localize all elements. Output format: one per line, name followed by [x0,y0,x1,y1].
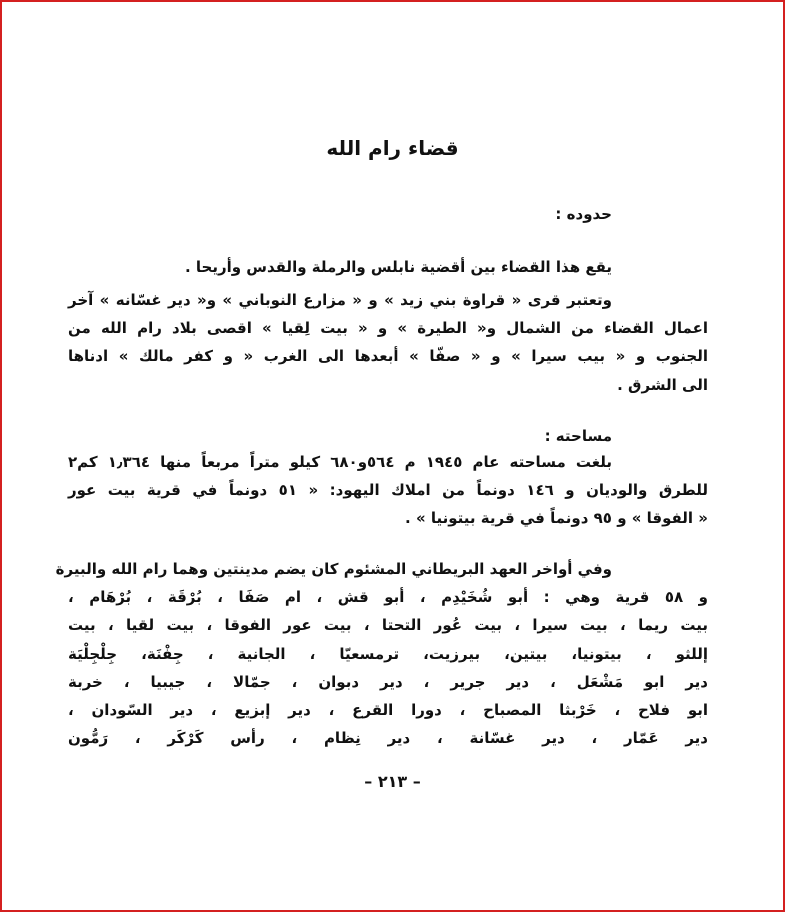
text-line: اعمال القضاء من الشمال و« الطيرة » و « بيت لِقيا » اقصى بلاد رام الله من [68,319,708,337]
text-line: الى الشرق . [617,376,708,394]
text-line: يقع هذا القضاء بين أقضية نابلس والرملة والقدس وأريحا . [184,258,612,276]
text-line: وتعتبر قرى « قراوة بني زيد » و « مزارع النوباني » و« دير غسّانه » آخر [68,291,612,309]
text-line: دير ابو مَشْعَل ، دير جرير ، دير دبوان ، جمّالا ، جيبيا ، خربة [68,673,708,691]
text-line: الجنوب و « بيب سيرا » و « صفّا » أبعدها الى الغرب « و كفر مالك » ادناها [68,347,708,365]
text-line: إللثو ، بيتونيا، بيتين، بيرزيت، ترمسعيّا ، الجانية ، جِفْنَة، جِلْجِلْيَة [68,645,708,663]
text-line: بيت ريما ، بيت سيرا ، بيت عُور التحتا ، بيت عور الفوقا ، بيت لقيا ، بيت [68,616,708,634]
text-line: ابو فلاح ، خَرْبثا المصباح ، دورا القرع ، دير إبزيع ، دير السّودان ، [68,701,708,719]
text-line: للطرق والوديان و ١٤٦ دونماً من املاك اليهود: « ٥١ دونماً في قرية بيت عور [68,481,708,499]
text-line: دير عَمّار ، دير غسّانة ، دير نِظام ، رأس كَرْكَر ، رَمُّون [68,729,708,747]
text-line: و ٥٨ قرية وهي : أبو شُخَيْدِم ، أبو قش ، ام صَفَا ، بُرْقَة ، بُرْهَام ، [68,588,709,606]
page-title: قضاء رام الله [326,136,459,160]
section-heading-borders: حدوده : [555,205,612,223]
text-line: بلغت مساحته عام ١٩٤٥ م ٥٦٤و٦٨٠ كيلو متراً مربعاً منها ١٫٣٦٤ كم٢ [68,453,612,471]
text-line: وفي أواخر العهد البريطاني المشئوم كان يضم مدينتين وهما رام الله والبيرة [55,560,612,578]
page-number: – ٢١٣ – [364,772,421,791]
text-line: « الفوقا » و ٩٥ دونماً في قرية بيتونيا » . [405,509,708,527]
section-heading-area: مساحته : [544,427,612,445]
